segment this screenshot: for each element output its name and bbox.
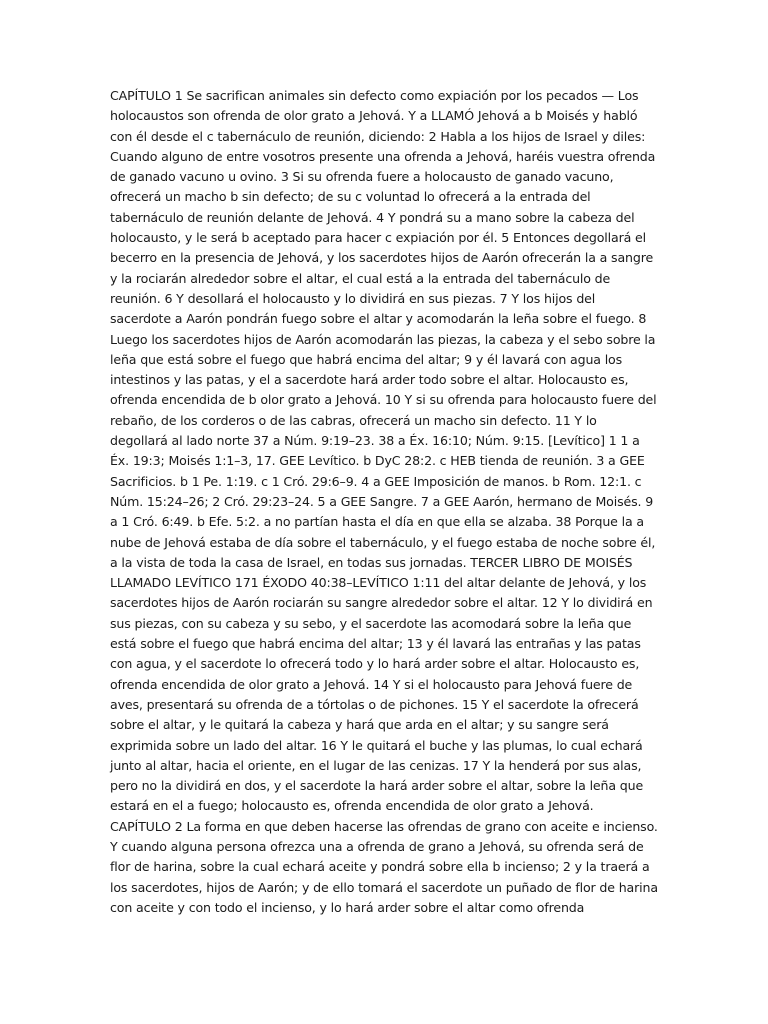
body-text: CAPÍTULO 1 Se sacrifican animales sin defecto como expiación por los pecados — Los holocaustos son ofrenda de olor grato a Jehová. Y a LLAMÓ Jehová a b Moisés y habló con él desde el c tabernáculo de reunión, diciendo: 2 Habla a los hijos de Israel y diles: Cuando alguno de entre vosotros presente una ofrenda a Jehová, haréis vuestra ofrenda de ganado vacuno u ovino. 3 Si su ofrenda fuere a holocausto de ganado vacuno, ofrecerá un macho b sin defecto; de su c voluntad lo ofrecerá a la entrada del tabernáculo de reunión delante de Jehová. 4 Y pondrá su a mano sobre la cabeza del holocausto, y le será b aceptado para hacer c expiación por él. 5 Entonces degollará el becerro en la presencia de Jehová, y los sacerdotes hijos de Aarón ofrecerán la a sangre y la rociarán alrededor sobre el altar, el cual está a la entrada del tabernáculo de reunión. 6 Y desollará el holocausto y lo dividirá en sus piezas. 7 Y los hijos del sacerdote a Aarón pondrán fuego sobre el altar y acomodarán la leña sobre el fuego. 8 Luego los sacerdotes hijos de Aarón acomodarán las piezas, la cabeza y el sebo sobre la leña que está sobre el fuego que habrá encima del altar; 9 y él lavará con agua los intestinos y las patas, y el a sacerdote hará arder todo sobre el altar. Holocausto es, ofrenda encendida de b olor grato a Jehová. 10 Y si su ofrenda para holocausto fuere del rebaño, de los corderos o de las cabras, ofrecerá un macho sin defecto. 11 Y lo degollará al lado norte 37 a Núm. 9:19–23. 38 a Éx. 16:10; Núm. 9:15. [Levítico] 1 1 a Éx. 19:3; Moisés 1:1–3, 17. GEE Levítico. b DyC 28:2. c HEB tienda de reunión. 3 a GEE Sacrificios. b 1 Pe. 1:19. c 1 Cró. 29:6–9. 4 a GEE Imposición de manos. b Rom. 12:1. c Núm. 15:24–26; 2 Cró. 29:23–24. 5 a GEE Sangre. 7 a GEE Aarón, hermano de Moisés. 9 a 1 Cró. 6:49. b Efe. 5:2. a no partían hasta el día en que ella se alzaba. 38 Porque la a nube de Jehová estaba de día sobre el tabernáculo, y el fuego estaba de noche sobre él, a la vista de toda la casa de Israel, en todas sus jornadas. TERCER LIBRO DE MOISÉS LLAMADO LEVÍTICO 171 ÉXODO 40:38–LEVÍTICO 1:11 del altar delante de Jehová, y los sacerdotes hijos de Aarón rociarán su sangre alrededor sobre el altar. 12 Y lo dividirá en sus piezas, con su cabeza y su sebo, y el sacerdote las acomodará sobre la leña que está sobre el fuego que habrá encima del altar; 13 y él lavará las entrañas y las patas con agua, y el sacerdote lo ofrecerá todo y lo hará arder sobre el altar. Holocausto es, ofrenda encendida de olor grato a Jehová. 14 Y si el holocausto para Jehová fuere de aves, presentará su ofrenda de a tórtolas o de pichones. 15 Y el sacerdote la ofrecerá sobre el altar, y le quitará la cabeza y hará que arda en el altar; y su sangre será exprimida sobre un lado del altar. 16 Y le quitará el buche y las plumas, lo cual echará junto al altar, hacia el oriente, en el lugar de las cenizas. 17 Y la henderá por sus alas, pero no la dividirá en dos, y el sacerdote la hará arder sobre el altar, sobre la leña que estará en el a fuego; holocausto es, ofrenda encendida de olor grato a Jehová. CAPÍTULO 2 La forma en que deben hacerse las ofrendas de grano con aceite e incienso. Y cuando alguna persona ofrezca una a ofrenda de grano a Jehová, su ofrenda será de flor de harina, sobre la cual echará aceite y pondrá sobre ella b incienso; 2 y la traerá a los sacerdotes, hijos de Aarón; y de ello tomará el sacerdote un puñado de flor de harina con aceite y con todo el incienso, y lo hará arder sobre el altar como ofrenda	[110, 88, 658, 915]
